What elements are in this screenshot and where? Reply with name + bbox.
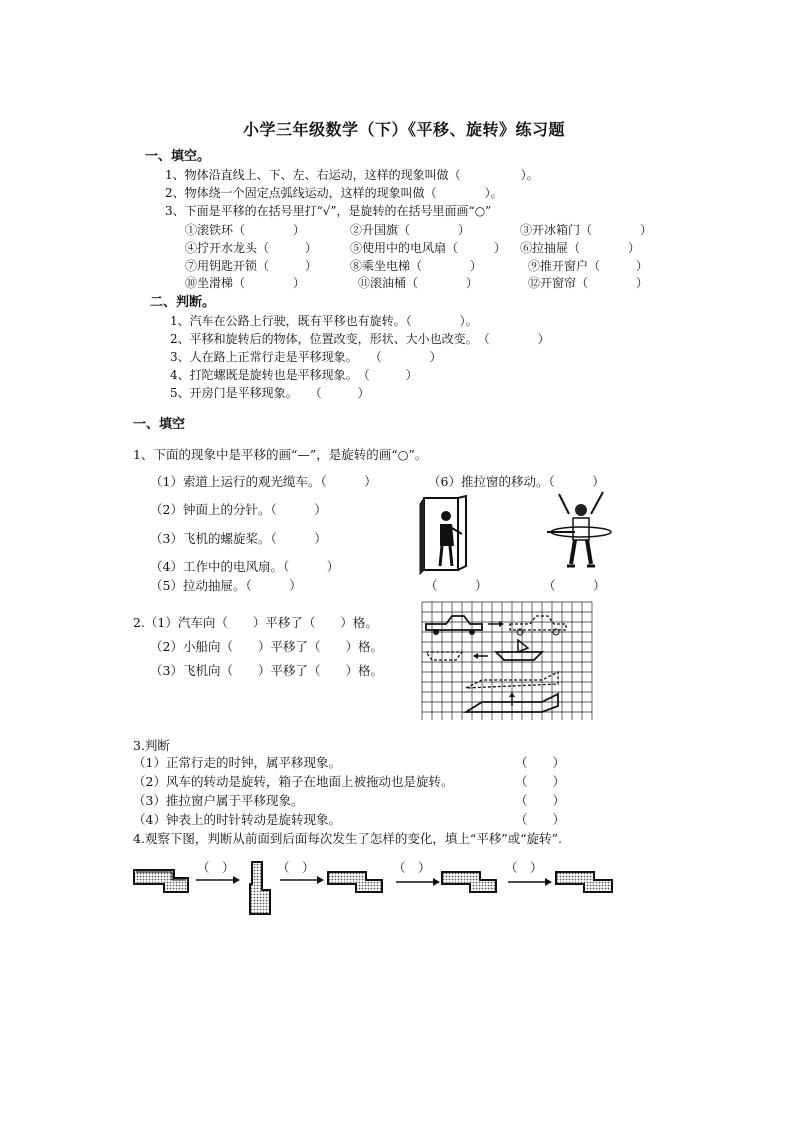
phenomenon-item: （4）工作中的电风扇。（ ） — [150, 559, 340, 574]
judge2-item: （1）正常行走的时钟，属平移现象。 — [133, 755, 341, 770]
judge-item: 4、打陀螺既是旋转也是平移现象。 （ ） — [170, 368, 418, 382]
option-item: ①滚铁环（ ） — [185, 223, 306, 237]
q4-answer-1: （ ） — [197, 860, 235, 875]
judge2-item: （4）钟表上的时针转动是旋转现象。 — [133, 812, 341, 827]
phenomenon-item: （5）拉动抽屉。（ ） — [150, 578, 302, 593]
option-item: ②升国旗（ ） — [350, 223, 471, 237]
translation-item: （3）飞机向（ ）平移了（ ）格。 — [150, 663, 383, 678]
option-item: ⑥拉抽屉（ ） — [520, 241, 641, 255]
image-answer-left: （ ） — [425, 578, 488, 593]
option-item: ⑧乘坐电梯（ ） — [350, 259, 483, 273]
option-item: ⑫开窗帘（ ） — [528, 276, 649, 290]
section-heading-judge: 二、判断。 — [150, 295, 216, 310]
judge2-answer: （ ） — [515, 774, 566, 789]
phenomenon-item-6: （6）推拉窗的移动。（ ） — [428, 474, 605, 489]
judge2-answer: （ ） — [515, 812, 566, 827]
phenomenon-item: （1）索道上运行的观光缆车。（ ） — [150, 474, 377, 489]
page-title: 小学三年级数学（下）《平移、旋转》练习题 — [243, 120, 566, 139]
question-4: 4.观察下图，判断从前面到后面每次发生了怎样的变化，填上“平移”或“旋转”. — [133, 831, 562, 846]
translation-grid — [422, 602, 592, 720]
judge2-answer: （ ） — [515, 793, 566, 808]
judge-item: 5、开房门是平移现象。 （ ） — [170, 386, 370, 400]
hula-hoop-illustration — [545, 488, 615, 572]
option-item: ⑤使用中的电风扇（ ） — [350, 241, 507, 255]
question-2: 2、物体绕一个固定点弧线运动，这样的现象叫做（ ）。 — [165, 186, 503, 200]
question-3-heading: 3.判断 — [133, 738, 170, 753]
option-item: ⑦用钥匙开锁（ ） — [185, 259, 318, 273]
judge-item: 3、人在路上正常行走是平移现象。 （ ） — [170, 350, 442, 364]
option-item: ⑨推开窗户（ ） — [528, 259, 649, 273]
judge2-item: （2）风车的转动是旋转，箱子在地面上被拖动也是旋转。 — [133, 774, 454, 789]
section-heading-fill: 一、填空。 — [145, 149, 211, 164]
option-item: ⑩坐滑梯（ ） — [185, 276, 306, 290]
option-item: ④拧开水龙头（ ） — [185, 241, 318, 255]
judge2-item: （3）推拉窗户属于平移现象。 — [133, 793, 304, 808]
judge2-answer: （ ） — [515, 755, 566, 770]
judge-item: 1、汽车在公路上行驶，既有平移也有旋转。（ ）。 — [170, 314, 478, 328]
option-item: ③开冰箱门（ ） — [520, 223, 653, 237]
question-1: 1、物体沿直线上、下、左、右运动，这样的现象叫做（ ）。 — [165, 168, 539, 182]
translation-item: （2）小船向（ ）平移了（ ）格。 — [150, 639, 383, 654]
section-heading-fill-2: 一、填空 — [133, 417, 186, 432]
question-1b: 1、下面的现象中是平移的画“—”，是旋转的画“○”。 — [133, 447, 428, 462]
q4-answer-4: （ ） — [505, 860, 543, 875]
translation-item: 2.（1）汽车向（ ）平移了（ ）格。 — [133, 615, 378, 630]
question-3: 3、下面是平移的在括号里打“√”，是旋转的在括号里面画“○” — [165, 204, 492, 218]
shape-sequence — [130, 860, 620, 918]
judge-item: 2、平移和旋转后的物体，位置改变，形状、大小也改变。 （ ） — [170, 332, 550, 346]
door-illustration — [418, 494, 478, 574]
image-answer-right: （ ） — [543, 578, 606, 593]
option-item: ⑪滚油桶（ ） — [358, 276, 479, 290]
q4-answer-2: （ ） — [277, 860, 315, 875]
q4-answer-3: （ ） — [393, 860, 431, 875]
phenomenon-item: （3）飞机的螺旋桨。（ ） — [150, 531, 327, 546]
phenomenon-item: （2）钟面上的分针。（ ） — [150, 502, 327, 517]
